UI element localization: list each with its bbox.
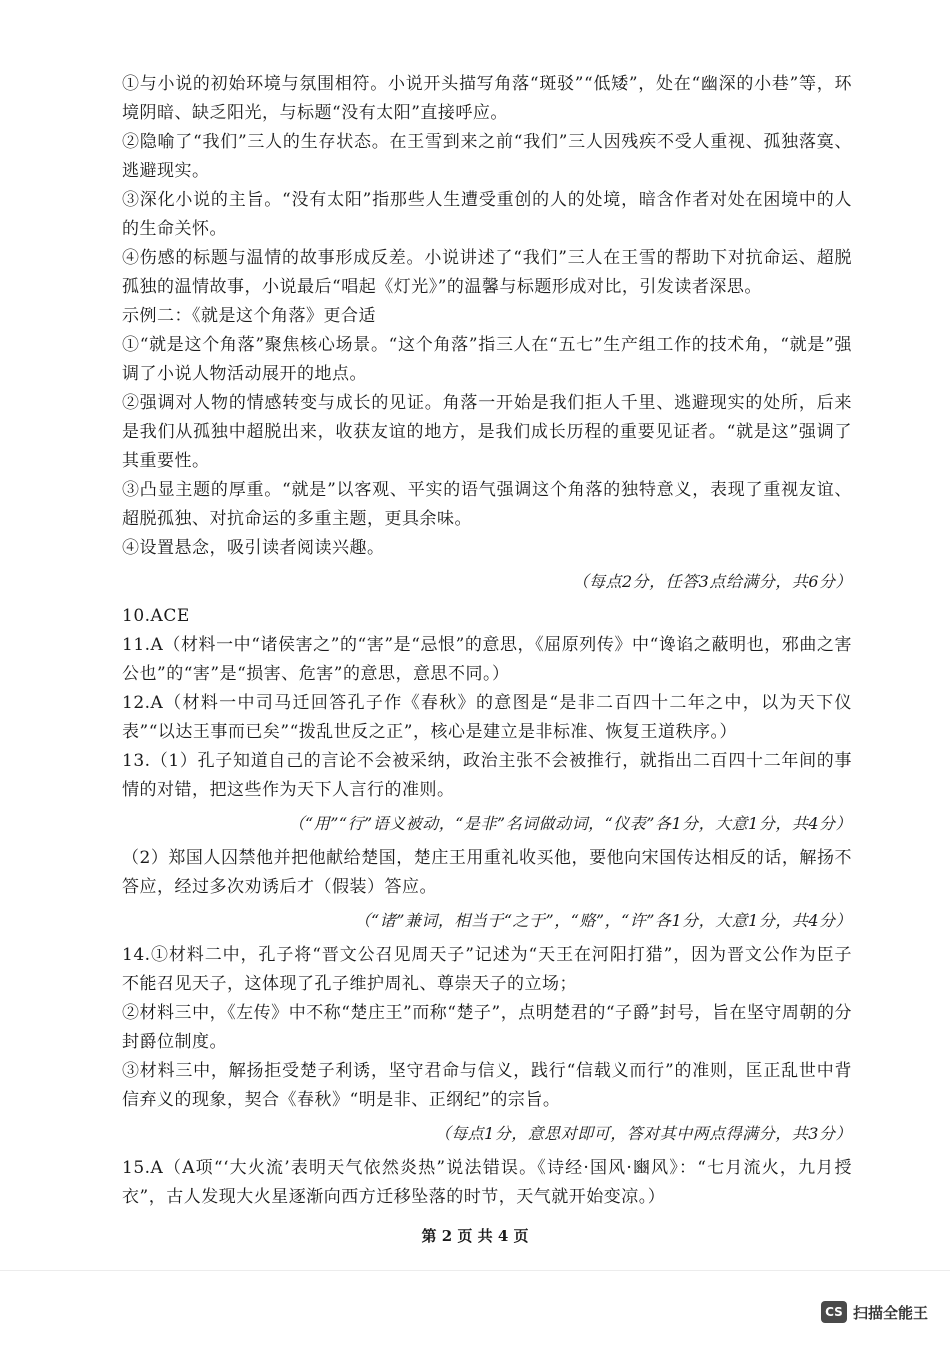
answer-line: ④伤感的标题与温情的故事形成反差。小说讲述了“我们”三人在王雪的帮助下对抗命运、超脱孤独的温情故事，小说最后“唱起《灯光》”的温馨与标题形成对比，引发读者深思。 xyxy=(122,248,852,297)
question-14-point1: 14.①材料二中，孔子将“晋文公召见周天子”记述为“天王在河阳打猎”，因为晋文公作为臣子不能召见天子，这体现了孔子维护周礼、尊崇天子的立场； xyxy=(122,945,852,994)
scoring-note: （每点1分，意思对即可，答对其中两点得满分，共3分） xyxy=(434,1124,852,1143)
scoring-note: （“用”“行”语义被动，“是非”名词做动词，“仪表”各1分，大意1分，共4分） xyxy=(288,814,852,833)
answer-line: ②隐喻了“我们”三人的生存状态。在王雪到来之前“我们”三人因残疾不受人重视、孤独落寞、逃避现实。 xyxy=(122,132,852,181)
question-15-answer: 15.A（A项“‘大火流’表明天气依然炎热”说法错误。《诗经·国风·豳风》：“七月流火，九月授衣”，古人发现大火星逐渐向西方迁移坠落的时节，天气就开始变凉。） xyxy=(122,1158,852,1207)
answer-line: ③深化小说的主旨。“没有太阳”指那些人生遭受重创的人的处境，暗含作者对处在困境中的人的生命关怀。 xyxy=(122,190,852,239)
question-14-point3: ③材料三中，解扬拒受楚子利诱，坚守君命与信义，践行“信载义而行”的准则，匡正乱世中背信弃义的现象，契合《春秋》“明是非、正纲纪”的宗旨。 xyxy=(122,1061,852,1110)
answer-line: ③凸显主题的厚重。“就是”以客观、平实的语气强调这个角落的独特意义，表现了重视友谊、超脱孤独、对抗命运的多重主题，更具余味。 xyxy=(122,480,852,529)
watermark-text: 扫描全能王 xyxy=(852,1303,928,1322)
page-number: 第 2 页 共 4 页 xyxy=(421,1227,529,1245)
question-12-answer: 12.A（材料一中司马迁回答孔子作《春秋》的意图是“是非二百四十二年之中，以为天下仪表”“以达王事而已矣”“拨乱世反之正”，核心是建立是非标准、恢复王道秩序。） xyxy=(122,693,852,742)
scoring-note: （“诸”兼词，相当于“之于”，“赂”，“许”各1分，大意1分，共4分） xyxy=(354,911,852,930)
scoring-note: （每点2分，任答3点给满分，共6分） xyxy=(572,572,852,591)
scan-edge-divider xyxy=(0,1270,950,1271)
answer-line: ①与小说的初始环境与氛围相符。小说开头描写角落“斑驳”“低矮”，处在“幽深的小巷”等，环境阴暗、缺乏阳光，与标题“没有太阳”直接呼应。 xyxy=(122,74,852,123)
answer-line: ②强调对人物的情感转变与成长的见证。角落一开始是我们拒人千里、逃避现实的处所，后来是我们从孤独中超脱出来，收获友谊的地方，是我们成长历程的重要见证者。“就是这”强调了其重要性。 xyxy=(122,393,852,471)
camscanner-watermark xyxy=(821,1301,928,1323)
answer-line: ①“就是这个角落”聚焦核心场景。“这个角落”指三人在“五七”生产组工作的技术角，“就是”强调了小说人物活动展开的地点。 xyxy=(122,335,852,384)
question-11-answer: 11.A（材料一中“诸侯害之”的“害”是“忌恨”的意思，《屈原列传》中“谗谄之蔽明也，邪曲之害公也”的“害”是“损害、危害”的意思，意思不同。） xyxy=(122,635,852,684)
question-10-answer: 10.ACE xyxy=(122,606,190,626)
example-heading: 示例二：《就是这个角落》更合适 xyxy=(122,306,376,326)
camscanner-logo-icon: CS xyxy=(821,1301,847,1323)
question-13-part1: 13.（1）孔子知道自己的言论不会被采纳，政治主张不会被推行，就指出二百四十二年间的事情的对错，把这些作为天下人言行的准则。 xyxy=(122,751,852,800)
question-13-part2: （2）郑国人囚禁他并把他献给楚国，楚庄王用重礼收买他，要他向宋国传达相反的话，解扬不答应，经过多次劝诱后才（假装）答应。 xyxy=(122,848,852,897)
question-14-point2: ②材料三中，《左传》中不称“楚庄王”而称“楚子”，点明楚君的“子爵”封号，旨在坚守周朝的分封爵位制度。 xyxy=(122,1003,852,1052)
answer-line: ④设置悬念，吸引读者阅读兴趣。 xyxy=(122,538,385,558)
answer-content xyxy=(122,70,852,1212)
